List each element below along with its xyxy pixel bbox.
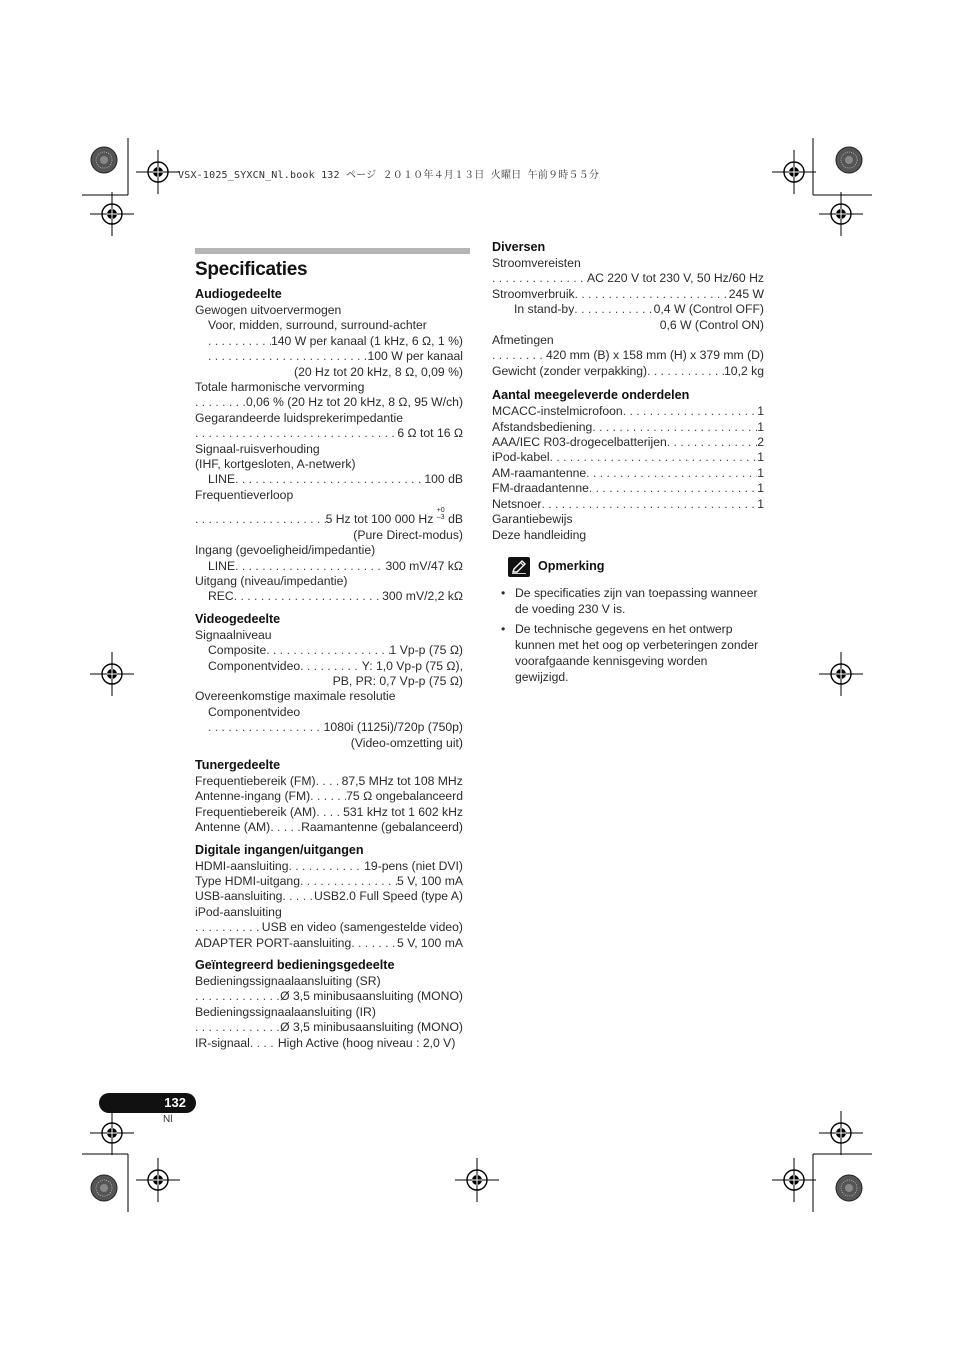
file-header-line: VSX-1025_SYXCN_Nl.book 132 ページ ２０１０年４月１３日 火曜日 午前９時５５分 xyxy=(178,170,600,181)
misc-power-label: Stroomvereisten xyxy=(492,256,581,270)
digital-usb-row: USB-aansluiting . . . USB2.0 Full Speed (type A) xyxy=(195,889,463,904)
tuner-am-ant-row: Antenne (AM) . . . Raamantenne (gebalanceerd) xyxy=(195,820,463,835)
audio-power-row-1: . . . 140 W per kanaal (1 kHz, 6 Ω, 1 %) xyxy=(195,334,463,349)
digital-ipod-label: iPod-aansluiting xyxy=(195,904,282,919)
misc-dim-label: Afmetingen xyxy=(492,333,554,348)
video-composite-row: Composite . . . 1 Vp-p (75 Ω) xyxy=(195,643,463,658)
misc-heading: Diversen xyxy=(492,240,546,254)
digital-ipod-row: . . . USB en video (samengestelde video) xyxy=(195,920,463,935)
misc-weight-row: Gewicht (zonder verpakking) . . . 10,2 kg xyxy=(492,364,764,379)
misc-standby-row: In stand-by . . . 0,4 W (Control OFF) xyxy=(492,302,764,317)
control-irsig-row: IR-signaal . . . High Active (hoog niveau : 2,0 V) xyxy=(195,1036,463,1051)
audio-thd-label: Totale harmonische vervorming xyxy=(195,380,365,395)
digital-hdmi-row: HDMI-aansluiting . . . 19-pens (niet DVI) xyxy=(195,859,463,874)
audio-freq-label: Frequentieverloop xyxy=(195,487,294,502)
audio-snr-cond: (IHF, kortgesloten, A-netwerk) xyxy=(195,457,356,472)
page-title: Specificaties xyxy=(195,259,308,280)
note-item: • De technische gegevens en het ontwerp kunnen met het oog op verbeteringen zonder voorafgaande kennisgeving worden gewijzigd. xyxy=(492,621,764,685)
video-level-label: Signaalniveau xyxy=(195,627,272,642)
video-heading: Videogedeelte xyxy=(195,611,281,626)
audio-snr-line-row: LINE . . . 100 dB xyxy=(195,472,463,487)
control-sr-label: Bedieningssignaalaansluiting (SR) xyxy=(195,974,381,989)
audio-impedance-row: . . . 6 Ω tot 16 Ω xyxy=(195,426,463,441)
title-rule xyxy=(195,248,470,254)
right-column xyxy=(492,239,764,689)
video-component-row: Componentvideo . . . Y: 1,0 Vp-p (75 Ω), xyxy=(195,659,463,674)
accessory-row: MCACC-instelmicrofoon . . . 1 xyxy=(492,404,764,419)
audio-rec-row: REC . . . 300 mV/2,2 kΩ xyxy=(195,589,463,604)
note-item: • De specificaties zijn van toepassing wanneer de voeding 230 V is. xyxy=(492,585,764,617)
accessory-warranty: Garantiebewijs xyxy=(492,512,573,527)
video-res-note: (Video-omzetting uit) xyxy=(350,735,463,750)
tuner-heading: Tunergedeelte xyxy=(195,757,281,772)
audio-input-line-row: LINE . . . 300 mV/47 kΩ xyxy=(195,559,463,574)
accessory-row: FM-draadantenne . . . 1 xyxy=(492,481,764,496)
note-header xyxy=(508,557,764,577)
digital-adapter-row: ADAPTER PORT-aansluiting . . . 5 V, 100 mA xyxy=(195,936,463,951)
accessory-row: AM-raamantenne . . . 1 xyxy=(492,466,764,481)
control-heading: Geïntegreerd bedieningsgedeelte xyxy=(195,958,395,973)
video-res-label: Overeenkomstige maximale resolutie xyxy=(195,689,396,704)
tuner-am-range-row: Frequentiebereik (AM) . . . 531 kHz tot 1 602 kHz xyxy=(195,805,463,820)
accessories-heading: Aantal meegeleverde onderdelen xyxy=(492,388,690,403)
digital-heading: Digitale ingangen/uitgangen xyxy=(195,842,364,857)
misc-consumption-row: Stroomverbruik . . . 245 W xyxy=(492,287,764,302)
audio-freq-row: . . . 5 Hz tot 100 000 Hz $^{+0 -3}$ dB xyxy=(195,507,463,527)
accessory-row: Afstandsbediening . . . 1 xyxy=(492,420,764,435)
misc-standby-row-2: 0,6 W (Control ON) xyxy=(659,317,764,332)
page-language: Nl xyxy=(163,1114,173,1125)
audio-output2-label: Uitgang (niveau/impedantie) xyxy=(195,573,348,588)
audio-snr-label: Signaal-ruisverhouding xyxy=(195,441,320,456)
audio-power-row-2: . . . 100 W per kanaal xyxy=(195,349,463,364)
left-column xyxy=(195,248,463,1051)
accessory-row: Netsnoer . . . 1 xyxy=(492,497,764,512)
control-ir-label: Bedieningssignaalaansluiting (IR) xyxy=(195,1004,376,1019)
accessory-row: iPod-kabel . . . 1 xyxy=(492,450,764,465)
misc-power-row: . . . AC 220 V tot 230 V, 50 Hz/60 Hz xyxy=(492,271,764,286)
tuner-fm-ant-row: Antenne-ingang (FM) . . . 75 Ω ongebalanceerd xyxy=(195,789,463,804)
audio-freq-mode: (Pure Direct-modus) xyxy=(353,527,463,542)
audio-heading: Audiogedeelte xyxy=(195,287,282,301)
accessory-row: AAA/IEC R03-drogecelbatterijen . . . 2 xyxy=(492,435,764,450)
audio-input-label: Ingang (gevoeligheid/impedantie) xyxy=(195,543,376,558)
audio-output-label: Gewogen uitvoervermogen xyxy=(195,303,342,317)
audio-impedance-label: Gegarandeerde luidsprekerimpedantie xyxy=(195,410,403,425)
page-number-badge: 132 xyxy=(99,1093,196,1113)
misc-dim-row: . . . 420 mm (B) x 158 mm (H) x 379 mm (D) xyxy=(492,348,764,363)
video-component-row-2: PB, PR: 0,7 Vp-p (75 Ω) xyxy=(332,673,463,688)
accessory-manual: Deze handleiding xyxy=(492,527,587,542)
tuner-fm-range-row: Frequentiebereik (FM) . . . 87,5 MHz tot 108 MHz xyxy=(195,774,463,789)
audio-thd-row: . . . 0,06 % (20 Hz tot 20 kHz, 8 Ω, 95 W/ch) xyxy=(195,395,463,410)
control-sr-row: . . . Ø 3,5 minibusaansluiting (MONO) xyxy=(195,989,463,1004)
digital-hdmi-out-row: Type HDMI-uitgang . . . 5 V, 100 mA xyxy=(195,874,463,889)
video-res-sub: Componentvideo xyxy=(208,704,301,719)
audio-channels-label: Voor, midden, surround, surround-achter xyxy=(208,318,427,333)
control-ir-row: . . . Ø 3,5 minibusaansluiting (MONO) xyxy=(195,1020,463,1035)
note-title: Opmerking xyxy=(538,559,605,574)
note-list xyxy=(492,585,764,685)
audio-power-cond: (20 Hz tot 20 kHz, 8 Ω, 0,09 %) xyxy=(294,364,463,379)
pencil-note-icon xyxy=(508,557,530,577)
video-res-row: . . . 1080i (1125i)/720p (750p) xyxy=(195,720,463,735)
